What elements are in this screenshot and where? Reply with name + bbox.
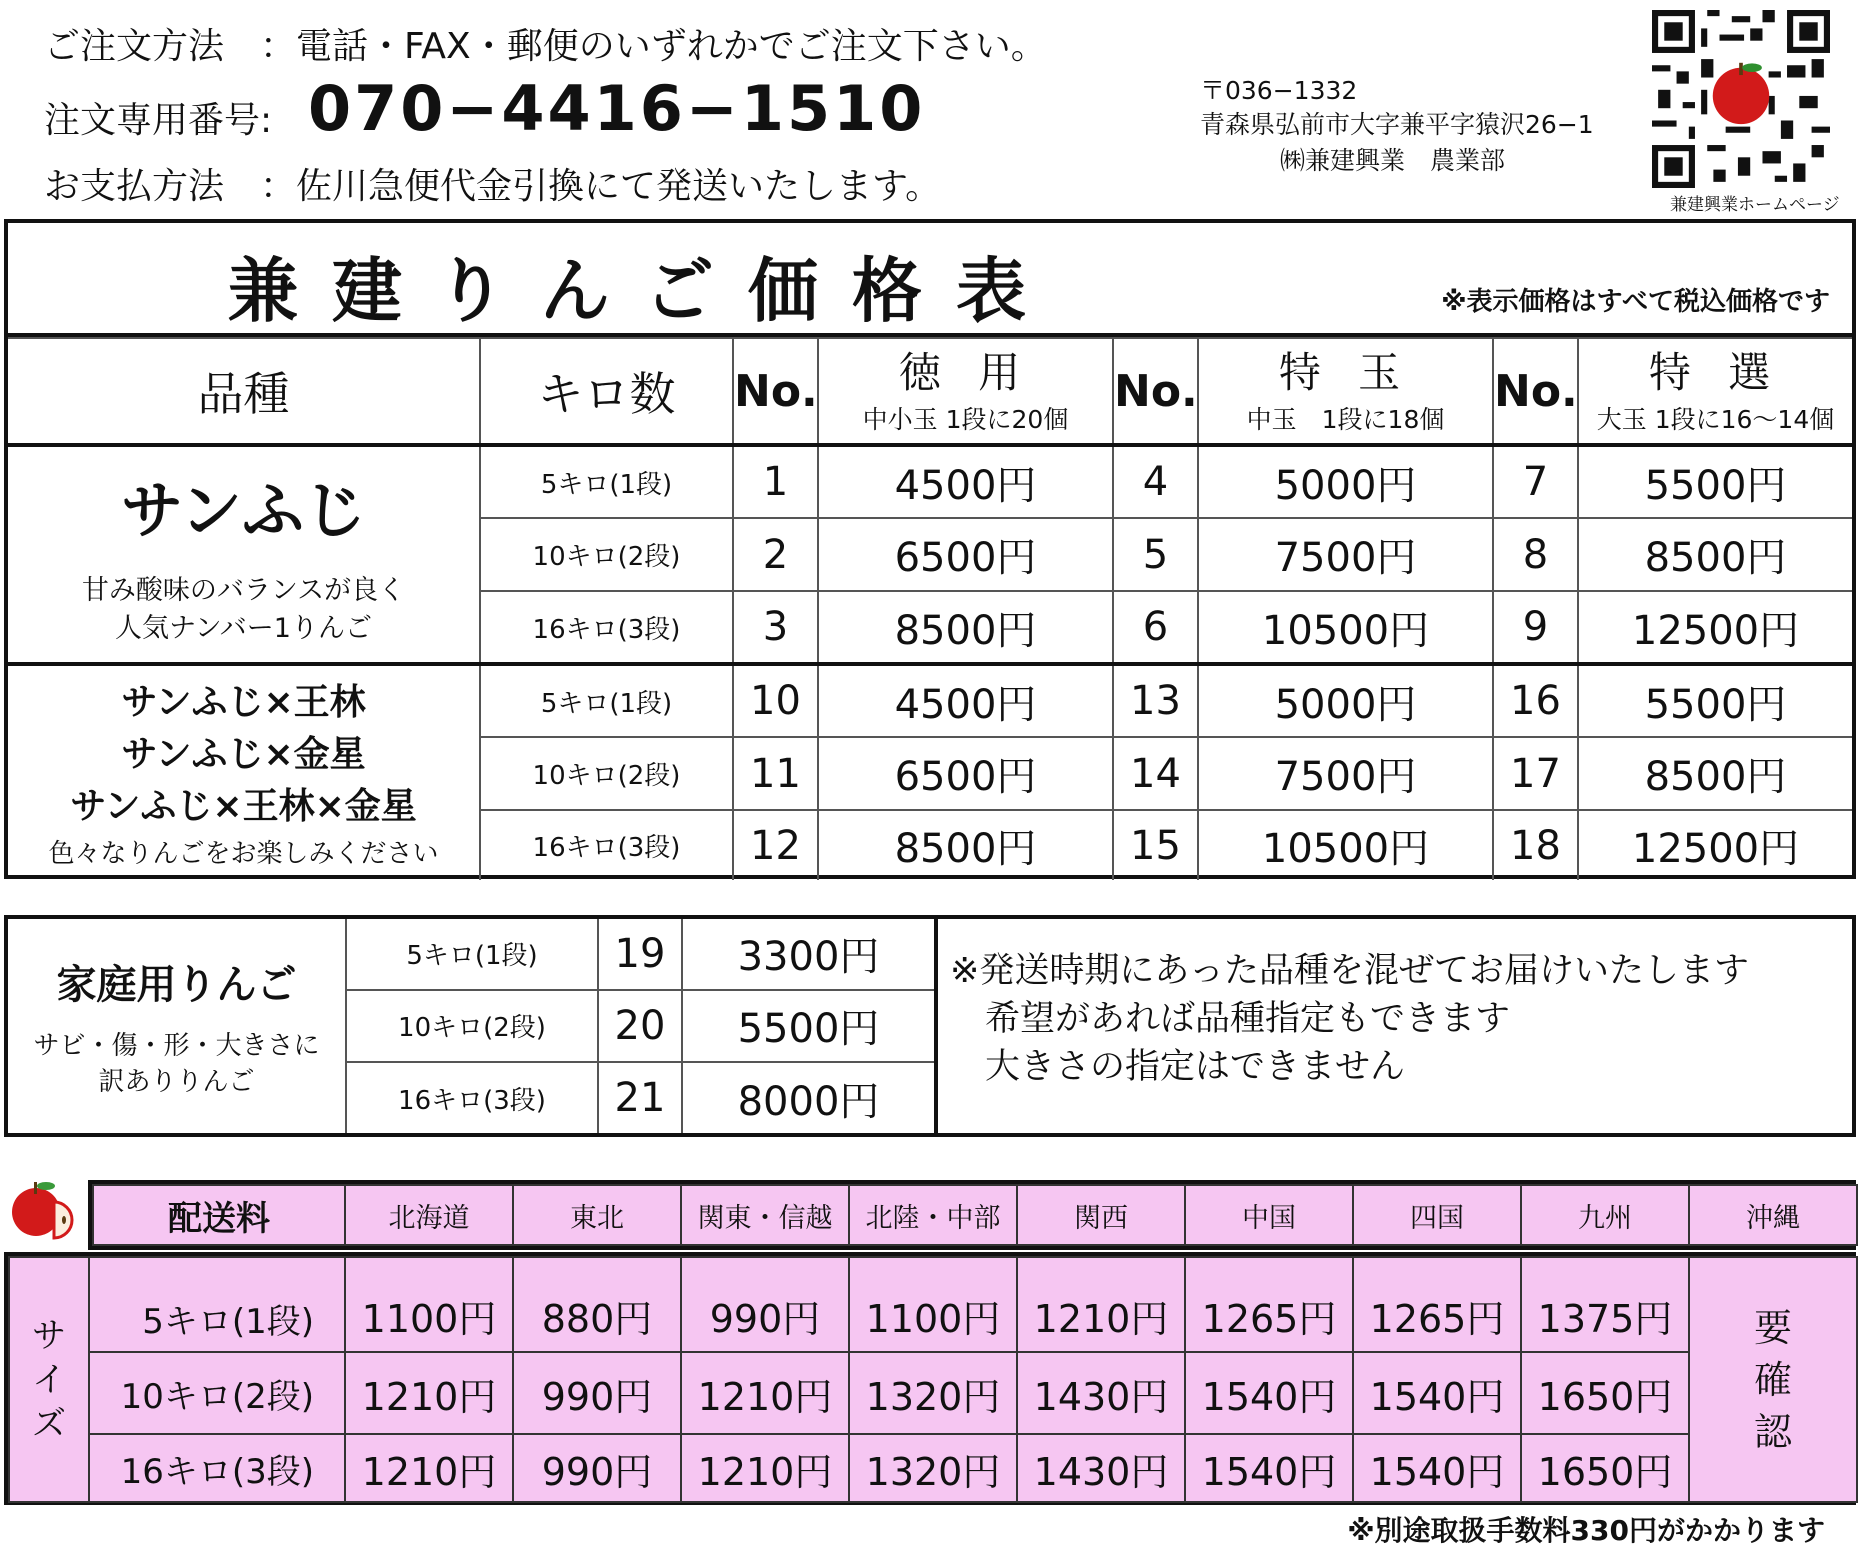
note-line: 大きさの指定はできません (950, 1047, 1406, 1087)
region-shikoku: 四国 (1353, 1185, 1521, 1245)
kilo-cell: 10キロ(2段) (480, 737, 733, 810)
note-line: 希望があれば品種指定もできます (950, 999, 1511, 1039)
item-number: 20 (598, 990, 682, 1062)
qr-code[interactable] (1652, 10, 1830, 188)
price-cell: 10500円 (1198, 810, 1493, 880)
shipping-price: 1210円 (1017, 1257, 1185, 1352)
price-cell: 7500円 (1198, 737, 1493, 810)
price-cell: 10500円 (1198, 591, 1493, 664)
item-number: 18 (1493, 810, 1578, 880)
kilo-cell: 5キロ(1段) (480, 445, 733, 518)
header-grade-tokudama: 特 玉 中玉 1段に18個 (1198, 338, 1493, 445)
region-hokuriku: 北陸・中部 (849, 1185, 1017, 1245)
kilo-cell: 16キロ(3段) (346, 1062, 598, 1133)
region-chugoku: 中国 (1185, 1185, 1353, 1245)
price-table-box (4, 219, 1856, 879)
shipping-price: 1540円 (1185, 1352, 1353, 1434)
size-cell: 10キロ(2段) (89, 1352, 345, 1434)
note-line: ※発送時期にあった品種を混ぜてお届けいたします (950, 951, 1749, 991)
shipping-price: 990円 (513, 1434, 681, 1502)
kilo-cell: 16キロ(3段) (480, 591, 733, 664)
size-cell: 5キロ(1段) (89, 1257, 345, 1352)
header-kilo: キロ数 (480, 338, 733, 445)
item-number: 10 (733, 664, 818, 737)
price-cell: 5500円 (682, 990, 934, 1062)
item-number: 15 (1113, 810, 1198, 880)
shipping-row (9, 1434, 1857, 1502)
qr-caption: 兼建興業ホームページ (1670, 195, 1840, 215)
shipping-price: 1430円 (1017, 1434, 1185, 1502)
address: 青森県弘前市大字兼平字猿沢26−1 (1200, 110, 1594, 139)
shipping-row (9, 1257, 1857, 1352)
price-cell: 8000円 (682, 1062, 934, 1133)
shipping-price: 990円 (681, 1257, 849, 1352)
price-table-header-row (8, 338, 1852, 445)
shipping-price: 1540円 (1353, 1434, 1521, 1502)
kilo-cell: 16キロ(3段) (480, 810, 733, 880)
price-cell: 4500円 (818, 445, 1113, 518)
shipping-header (88, 1180, 1856, 1250)
price-cell: 5500円 (1578, 664, 1852, 737)
variety-sunfuji: サンふじ 甘み酸味のバランスが良く 人気ナンバー1りんご (8, 445, 480, 664)
order-phone-number[interactable]: 070−4416−1510 (308, 72, 926, 145)
region-kyushu: 九州 (1521, 1185, 1689, 1245)
header-no: No. (733, 338, 818, 445)
region-okinawa: 沖縄 (1689, 1185, 1857, 1245)
home-apple-box (4, 915, 1856, 1137)
price-table-title: 兼建りんご価格表 (228, 250, 1060, 332)
shipping-price: 1430円 (1017, 1352, 1185, 1434)
home-apple-variety: 家庭用りんご サビ・傷・形・大きさに 訳ありりんご (8, 919, 346, 1133)
region-kansai: 関西 (1017, 1185, 1185, 1245)
home-apple-table (8, 919, 934, 1133)
header-grade-tokusen: 特 選 大玉 1段に16〜14個 (1578, 338, 1852, 445)
price-cell: 8500円 (818, 810, 1113, 880)
header-no: No. (1113, 338, 1198, 445)
price-cell: 8500円 (1578, 518, 1852, 591)
item-number: 16 (1493, 664, 1578, 737)
shipping-price: 990円 (513, 1352, 681, 1434)
region-kanto: 関東・信越 (681, 1185, 849, 1245)
kilo-cell: 10キロ(2段) (346, 990, 598, 1062)
item-number: 5 (1113, 518, 1198, 591)
kilo-cell: 5キロ(1段) (346, 919, 598, 990)
variety-mix: サンふじ×王林 サンふじ×金星 サンふじ×王林×金星 色々なりんごをお楽しみください (8, 664, 480, 880)
header-variety: 品種 (8, 338, 480, 445)
shipping-price: 1210円 (345, 1434, 513, 1502)
shipping-price: 1375円 (1521, 1257, 1689, 1352)
item-number: 7 (1493, 445, 1578, 518)
header-grade-tokuyo: 徳 用 中小玉 1段に20個 (818, 338, 1113, 445)
price-cell: 5000円 (1198, 445, 1493, 518)
region-tohoku: 東北 (513, 1185, 681, 1245)
header-no: No. (1493, 338, 1578, 445)
shipping-price: 1650円 (1521, 1434, 1689, 1502)
item-number: 17 (1493, 737, 1578, 810)
price-cell: 3300円 (682, 919, 934, 990)
item-number: 11 (733, 737, 818, 810)
price-cell: 8500円 (818, 591, 1113, 664)
item-number: 19 (598, 919, 682, 990)
shipping-price: 1265円 (1185, 1257, 1353, 1352)
company-name: ㈱兼建興業 農業部 (1280, 146, 1506, 175)
shipping-price: 1650円 (1521, 1352, 1689, 1434)
price-cell: 5500円 (1578, 445, 1852, 518)
shipping-price: 1100円 (345, 1257, 513, 1352)
apple-icon (6, 1172, 82, 1248)
shipping-price: 1210円 (681, 1434, 849, 1502)
shipping-price: 1320円 (849, 1352, 1017, 1434)
item-number: 2 (733, 518, 818, 591)
price-cell: 4500円 (818, 664, 1113, 737)
price-cell: 5000円 (1198, 664, 1493, 737)
price-table (8, 337, 1852, 880)
shipping-table (4, 1252, 1856, 1505)
payment-method-text: お支払方法 ：佐川急便代金引換にて発送いたします。 (44, 166, 942, 207)
price-cell: 8500円 (1578, 737, 1852, 810)
shipping-price: 1540円 (1185, 1434, 1353, 1502)
size-label: サ イ ズ (9, 1257, 89, 1502)
item-number: 12 (733, 810, 818, 880)
order-method-text: ご注文方法 ：電話・FAX・郵便のいずれかでご注文下さい。 (44, 26, 1047, 67)
shipping-price: 1540円 (1353, 1352, 1521, 1434)
okinawa-confirm: 要 確 認 (1689, 1257, 1857, 1502)
shipping-price: 1265円 (1353, 1257, 1521, 1352)
price-cell: 7500円 (1198, 518, 1493, 591)
shipping-price: 1320円 (849, 1434, 1017, 1502)
item-number: 4 (1113, 445, 1198, 518)
order-number-label: 注文専用番号: (44, 100, 273, 141)
price-row (8, 445, 1852, 518)
shipping-notes (950, 947, 1749, 1091)
shipping-row (9, 1352, 1857, 1434)
kilo-cell: 5キロ(1段) (480, 664, 733, 737)
size-cell: 16キロ(3段) (89, 1434, 345, 1502)
divider (934, 919, 938, 1133)
price-cell: 12500円 (1578, 810, 1852, 880)
item-number: 6 (1113, 591, 1198, 664)
shipping-price: 1100円 (849, 1257, 1017, 1352)
price-row (8, 664, 1852, 737)
item-number: 9 (1493, 591, 1578, 664)
tax-note: ※表示価格はすべて税込価格です (1441, 287, 1830, 317)
price-table-title-bar (8, 223, 1852, 337)
shipping-price: 880円 (513, 1257, 681, 1352)
item-number: 8 (1493, 518, 1578, 591)
item-number: 13 (1113, 664, 1198, 737)
item-number: 3 (733, 591, 818, 664)
price-cell: 6500円 (818, 737, 1113, 810)
shipping-price: 1210円 (345, 1352, 513, 1434)
region-hokkaido: 北海道 (345, 1185, 513, 1245)
postal-code: 〒036−1332 (1200, 76, 1358, 105)
handling-fee-note: ※別途取扱手数料330円がかかります (1347, 1514, 1825, 1547)
shipping-price: 1210円 (681, 1352, 849, 1434)
kilo-cell: 10キロ(2段) (480, 518, 733, 591)
price-cell: 12500円 (1578, 591, 1852, 664)
item-number: 21 (598, 1062, 682, 1133)
item-number: 1 (733, 445, 818, 518)
item-number: 14 (1113, 737, 1198, 810)
price-cell: 6500円 (818, 518, 1113, 591)
shipping-label: 配送料 (93, 1185, 345, 1245)
home-row (8, 919, 934, 990)
